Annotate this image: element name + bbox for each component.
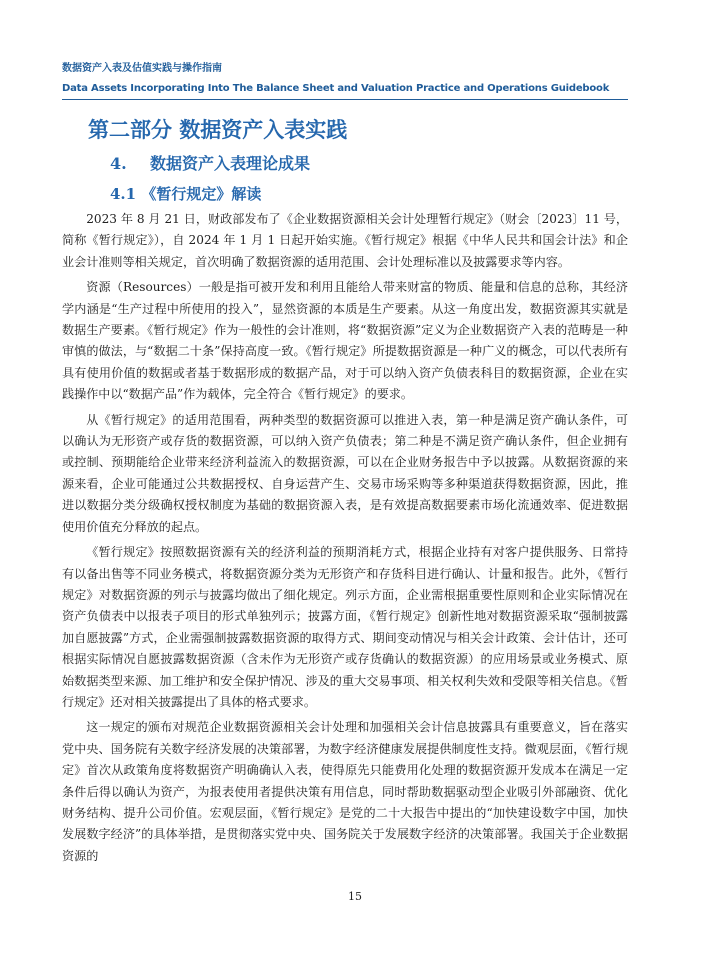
paragraph-5: 这一规定的颁布对规范企业数据资源相关会计处理和加强相关会计信息披露具有重要意义，旨在落实党中央、国务院有关数字经济发展的决策部署，为数字经济健康发展提供制度性支持。微观层面，《暂行规定》首次从政策角度将数据资产明确确认入表，使得原先只能费用化处理的数据资源开发成本在满足一定条件后得以确认为资产，为报表使用者提供决策有用信息，同时帮助数据驱动型企业吸引外部融资、优化财务结构、提升公司价值。宏观层面，《暂行规定》是党的二十大报告中提出的“加快建设数字中国，加快发展数字经济”的具体举措，是贯彻落实党中央、国务院关于发展数字经济的决策部署。我国关于企业数据资源的 bbox=[62, 720, 628, 863]
part-title: 第二部分 数据资产入表实践 bbox=[88, 117, 348, 142]
page-number: 15 bbox=[348, 890, 362, 903]
paragraph-2: 资源（Resources）一般是指可被开发和利用且能给人带来财富的物质、能量和信息的总称，其经济学内涵是“生产过程中所使用的投入”，显然资源的本质是生产要素。从这一角度出发，数据资源其实就是数据生产要素。《暂行规定》作为一般性的会计准则，将“数据资源”定义为企业数据资产入表的范畴是一种审慎的做法，与“数据二十条”保持高度一致。《暂行规定》所提数据资源是一种广义的概念，可以代表所有具有使用价值的数据或者基于数据形成的数据产品，对于可以纳入资产负债表科目的数据资源，企业在实践操作中以“数据产品”作为载体，完全符合《暂行规定》的要求。 bbox=[62, 280, 628, 402]
subsection-title: 4.1 《暂行规定》解读 bbox=[110, 185, 262, 203]
paragraph-4: 《暂行规定》按照数据资源有关的经济利益的预期消耗方式，根据企业持有对客户提供服务、日常持有以备出售等不同业务模式，将数据资源分类为无形资产和存货科目进行确认、计量和报告。此外，《暂行规定》对数据资源的列示与披露均做出了细化规定。列示方面，企业需根据重要性原则和企业实际情况在资产负债表中以报表子项目的形式单独列示；披露方面，《暂行规定》创新性地对数据资源采取“强制披露加自愿披露”方式，企业需强制披露数据资源的取得方式、期间变动情况与相关会计政策、会计估计，还可根据实际情况自愿披露数据资源（含未作为无形资产或存货确认的数据资源）的应用场景或业务模式、原始数据类型来源、加工维护和安全保护情况、涉及的重大交易事项、相关权利失效和受限等相关信息。《暂行规定》还对相关披露提出了具体的格式要求。 bbox=[62, 545, 628, 709]
section-heading bbox=[110, 154, 310, 174]
running-header bbox=[62, 62, 628, 100]
header-title-cn: 数据资产入表及估值实践与操作指南 bbox=[62, 63, 222, 74]
section-title: 数据资产入表理论成果 bbox=[150, 154, 311, 173]
body-text bbox=[62, 209, 628, 871]
header-title-en: Data Assets Incorporating Into The Balance Sheet and Valuation Practice and Operations Guidebook bbox=[62, 83, 610, 94]
section-number: 4. bbox=[110, 154, 127, 173]
header-divider bbox=[62, 99, 628, 100]
paragraph-3: 从《暂行规定》的适用范围看，两种类型的数据资源可以推进入表，第一种是满足资产确认条件，可以确认为无形资产或存货的数据资源，可以纳入资产负债表；第二种是不满足资产确认条件，但企业拥有或控制、预期能给企业带来经济利益流入的数据资源，可以在企业财务报告中予以披露。从数据资源的来源来看，企业可能通过公共数据授权、自身运营产生、交易市场采购等多种渠道获得数据资源，因此，推进以数据分类分级确权授权制度为基础的数据资源入表，是有效提高数据要素市场化流通效率、促进数据使用价值充分释放的起点。 bbox=[62, 412, 628, 534]
paragraph-1: 2023 年 8 月 21 日，财政部发布了《企业数据资源相关会计处理暂行规定》（财会〔2023〕11 号，简称《暂行规定》），自 2024 年 1 月 1 日起开始实施。《暂行规定》根据《中华人民共和国会计法》和企业会计准则等相关规定，首次明确了数据资源的适用范围、会计处理标准以及披露要求等内容。 bbox=[62, 212, 628, 269]
